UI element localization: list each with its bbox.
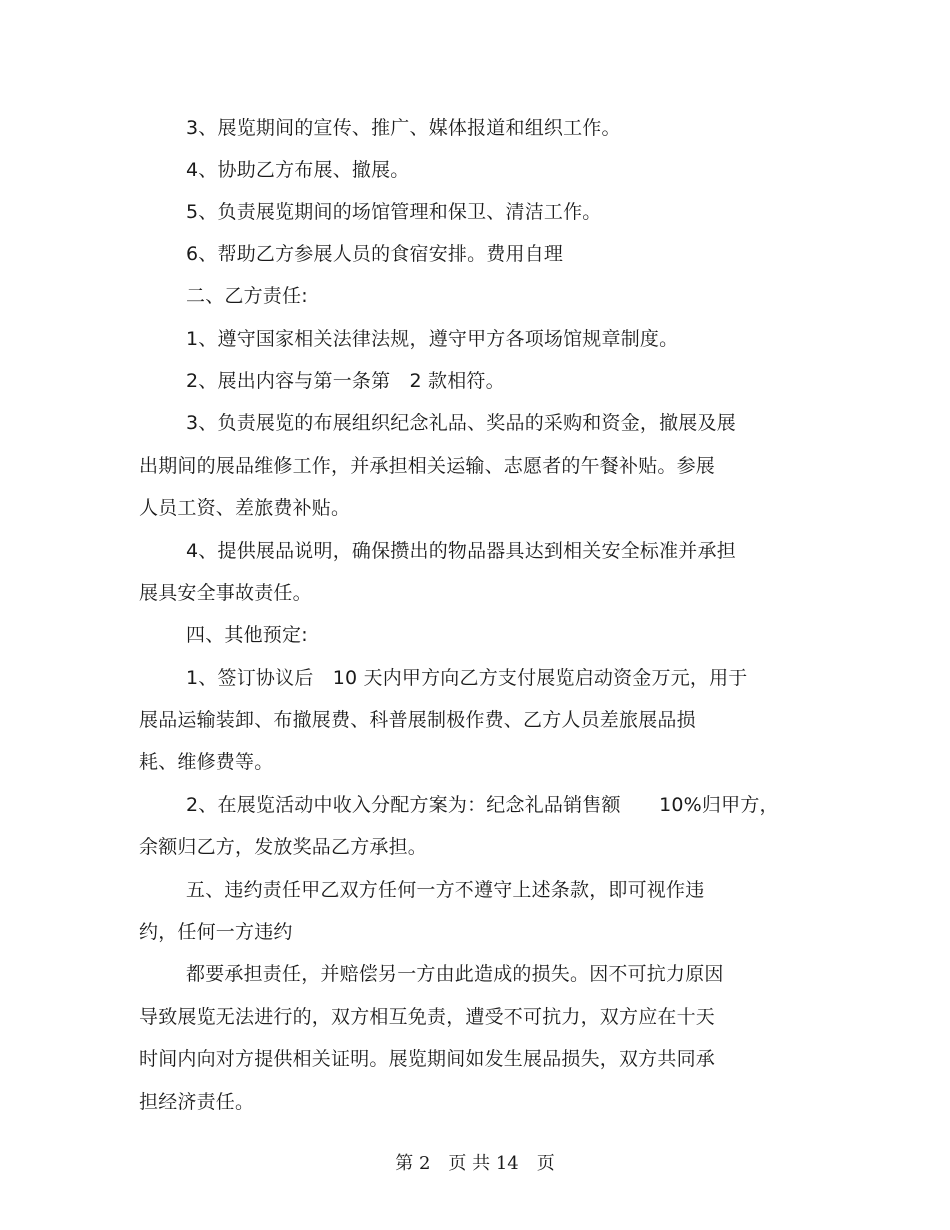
paragraph-line: 出期间的展品维修工作，并承担相关运输、志愿者的午餐补贴。参展 xyxy=(139,455,716,477)
paragraph-line: 5、负责展览期间的场馆管理和保卫、清洁工作。 xyxy=(186,201,602,223)
paragraph-line: 3、负责展览的布展组织纪念礼品、奖品的采购和资金，撤展及展 xyxy=(186,412,736,434)
paragraph-line: 4、协助乙方布展、撤展。 xyxy=(186,159,410,181)
paragraph-line: 担经济责任。 xyxy=(139,1091,255,1113)
section-heading: 二、乙方责任: xyxy=(186,285,308,307)
paragraph-line: 余额归乙方，发放奖品乙方承担。 xyxy=(139,836,428,858)
page-number-footer: 第 2 页 共 14 页 xyxy=(395,1153,555,1174)
paragraph-line: 导致展览无法进行的，双方相互免责，遭受不可抗力，双方应在十天 xyxy=(139,1006,716,1028)
paragraph-line: 约，任何一方违约 xyxy=(139,921,293,943)
section-heading: 四、其他预定: xyxy=(186,624,308,646)
section-heading: 五、违约责任甲乙双方任何一方不遵守上述条款，即可视作违 xyxy=(186,879,705,901)
paragraph-line: 人员工资、差旅费补贴。 xyxy=(139,497,351,519)
paragraph-line: 耗、维修费等。 xyxy=(139,751,274,773)
paragraph-line: 1、签订协议后 10 天内甲方向乙方支付展览启动资金万元，用于 xyxy=(186,667,748,689)
paragraph-line: 4、提供展品说明，确保攒出的物品器具达到相关安全标准并承担 xyxy=(186,540,736,562)
paragraph-line: 3、展览期间的宣传、推广、媒体报道和组织工作。 xyxy=(186,117,621,139)
paragraph-line: 展品运输装卸、布撤展费、科普展制极作费、乙方人员差旅展品损 xyxy=(139,709,696,731)
paragraph-line: 6、帮助乙方参展人员的食宿安排。费用自理 xyxy=(186,243,564,265)
paragraph-line: 2、在展览活动中收入分配方案为：纪念礼品销售额 10%归甲方， xyxy=(186,794,779,816)
paragraph-line: 都要承担责任，并赔偿另一方由此造成的损失。因不可抗力原因 xyxy=(186,963,724,985)
paragraph-line: 时间内向对方提供相关证明。展览期间如发生展品损失，双方共同承 xyxy=(139,1048,716,1070)
paragraph-line: 2、展出内容与第一条第 2 款相符。 xyxy=(186,370,505,392)
paragraph-line: 展具安全事故责任。 xyxy=(139,582,312,604)
paragraph-line: 1、遵守国家相关法律法规，遵守甲方各项场馆规章制度。 xyxy=(186,328,679,350)
